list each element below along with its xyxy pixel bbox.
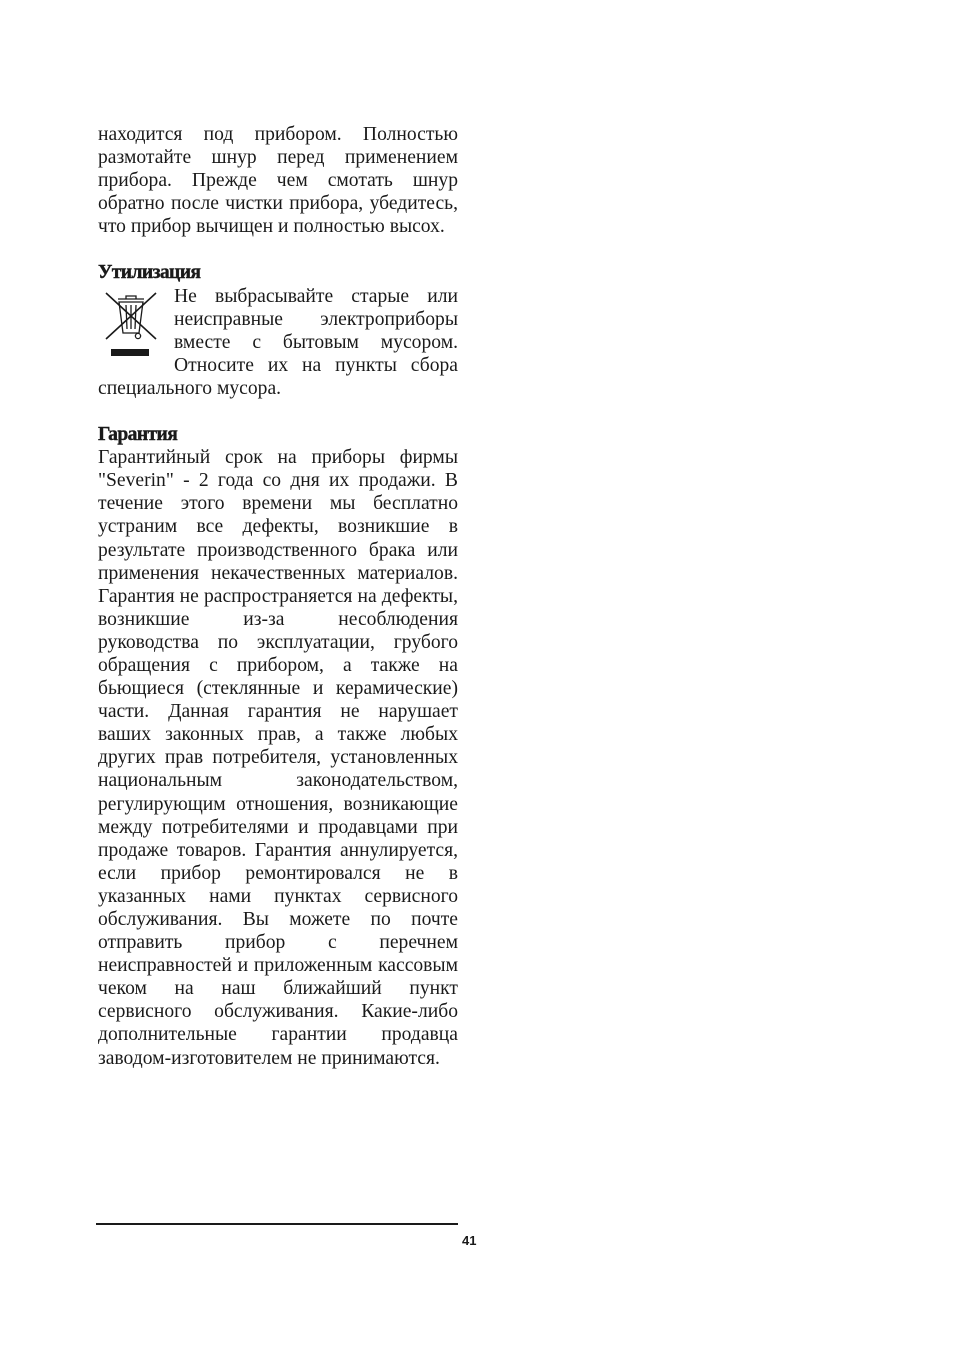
spacer xyxy=(98,400,458,423)
disposal-paragraph: Не выбрасывайте старые или неисправные электроприборы вместе с бытовым мусором. Относите их на пункты сбора специального мусора. xyxy=(98,285,458,399)
page-body xyxy=(98,123,458,1070)
warranty-paragraph: Гарантийный срок на приборы фирмы "Severin" - 2 года со дня их продажи. В течение этого времени мы бесплатно устраним все дефекты, возникшие в результате производственного брака или применения некачественных материалов. Гарантия не распространяется на дефекты, возникшие из-за несоблюдения руководства по эксплуатации, грубого обращения с прибором, а также на бьющиеся (стеклянные и керамические) части. Данная гарантия не нарушает ваших законных прав, а также любых других прав потребителя, установленных национальным законодательством, регулирующим отношения, возникающие между потребителями и продавцами при продаже товаров. Гарантия аннулируется, если прибор ремонтировался не в указанных нами пунктах сервисного обслуживания. Вы можете по почте отправить прибор с перечнем неисправностей и приложенным кассовым чеком на наш ближайший пункт сервисного обслуживания. Какие-либо дополнительные гарантии продавца заводом-изготовителем не принимаются. xyxy=(98,447,458,1069)
spacer xyxy=(98,238,458,261)
disposal-heading: Утилизация xyxy=(98,262,201,284)
crossed-out-wheelie-bin-icon xyxy=(98,287,166,367)
disposal-section xyxy=(98,261,458,400)
footer-divider xyxy=(96,1223,458,1225)
warranty-section xyxy=(98,423,458,1070)
intro-paragraph: находится под прибором. Полностью размотайте шнур перед применением прибора. Прежде чем смотать шнур обратно после чистки прибора, убедитесь, что прибор вычищен и полностью высох. xyxy=(98,124,458,238)
warranty-heading: Гарантия xyxy=(98,424,178,446)
page-number: 41 xyxy=(462,1233,477,1248)
